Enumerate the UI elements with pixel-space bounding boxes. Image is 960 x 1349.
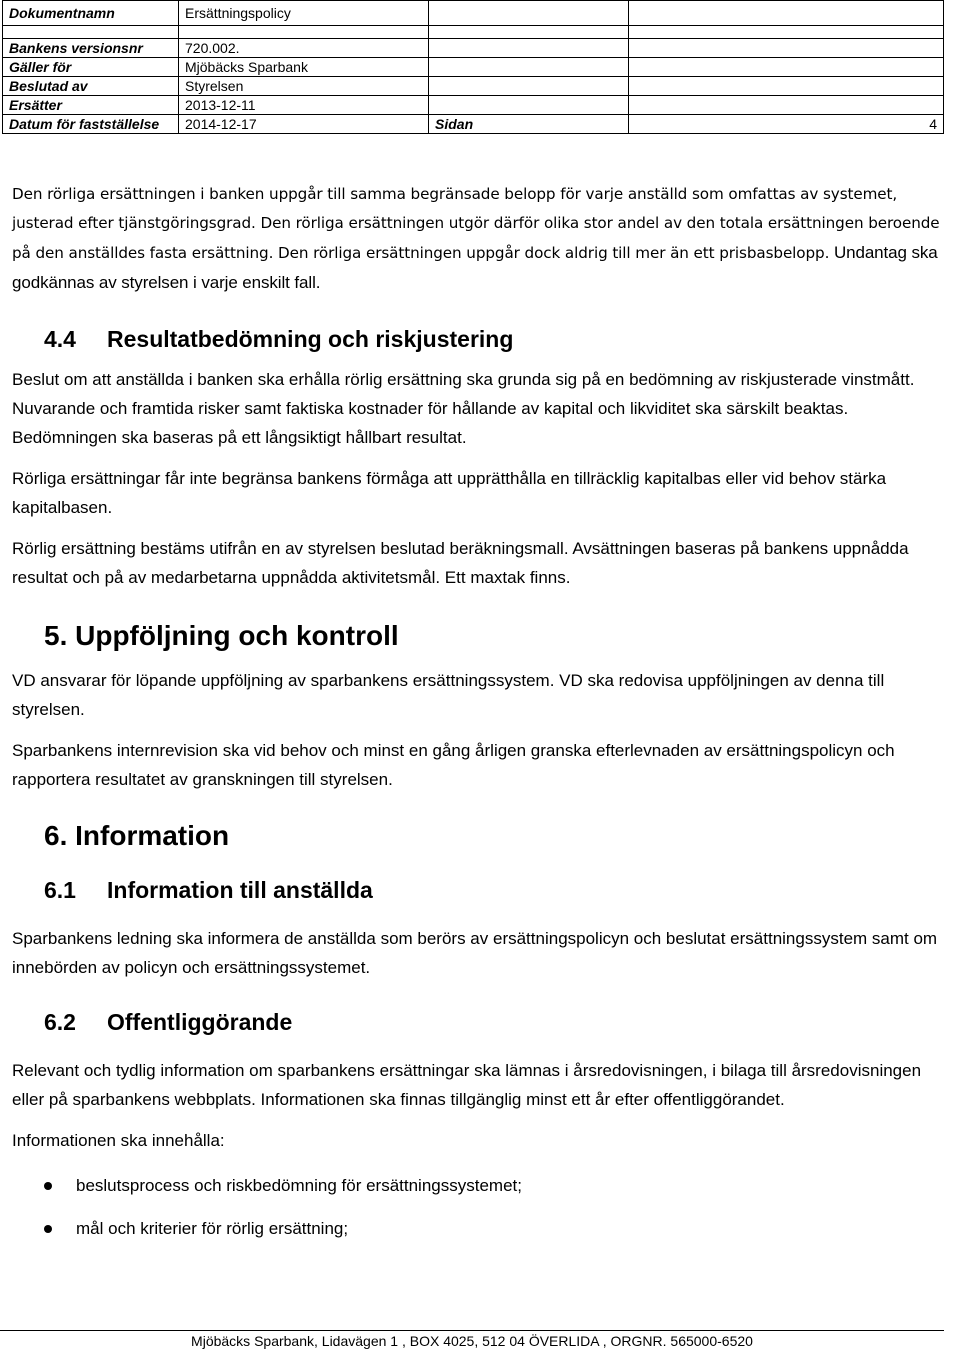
header-label: Ersätter — [3, 96, 179, 115]
page-label: Sidan — [429, 115, 629, 134]
paragraph: Beslut om att anställda i banken ska erhålla rörlig ersättning ska grunda sig på en bedömning av riskjusterade vinstmått. Nuvarande och framtida risker samt faktiska kostnader för hållande av kapital och likviditet ska särskilt beaktas. Bedömningen ska baseras på ett långsiktigt hållbart resultat. — [12, 370, 915, 447]
section-number: 4.4 — [44, 326, 76, 352]
paragraph: Relevant och tydlig information om sparbankens ersättningar ska lämnas i årsredovisningen, i bilaga till årsredovisningen eller på sparbankens webbplats. Informationen ska finnas tillgänglig minst ett år efter offentliggörandet. — [12, 1061, 922, 1109]
list-item — [12, 1214, 956, 1243]
header-value: 2013-12-11 — [179, 96, 429, 115]
section-heading-4-4 — [12, 323, 956, 355]
header-row — [3, 77, 944, 96]
paragraph: Rörliga ersättningar får inte begränsa bankens förmåga att upprätthålla en tillräcklig kapitalbas eller vid behov stärka kapitalbasen. — [12, 469, 887, 517]
paragraph: Informationen ska innehålla: — [12, 1131, 225, 1150]
section-title: Information till anställda — [107, 877, 373, 903]
section-heading-6-2 — [12, 1006, 956, 1038]
paragraph: Rörlig ersättning bestäms utifrån en av styrelsen beslutad beräkningsmall. Avsättningen baseras på bankens uppnådda resultat och på av medarbetarna uppnådda aktivitetsmål. Ett maxtak finns. — [12, 539, 909, 587]
section-heading-6-1 — [12, 874, 956, 906]
intro-paragraph — [12, 180, 956, 298]
header-label: Dokumentnamn — [3, 1, 179, 26]
header-row — [3, 115, 944, 134]
paragraph: Sparbankens ledning ska informera de anställda som berörs av ersättningspolicyn och beslutat ersättningssystem samt om innebörden av policyn och ersättningssystemet. — [12, 929, 938, 977]
header-label: Beslutad av — [3, 77, 179, 96]
header-row — [3, 58, 944, 77]
header-row — [3, 96, 944, 115]
section-heading-6: 6. Information — [44, 820, 230, 851]
header-row — [3, 1, 944, 26]
page-footer: Mjöbäcks Sparbank, Lidavägen 1 , BOX 4025, 512 04 ÖVERLIDA , ORGNR. 565000-6520 — [0, 1330, 944, 1349]
intro-text-2: Undantag ska godkännas av styrelsen i varje enskilt fall. — [12, 243, 938, 292]
bullet-icon — [44, 1225, 52, 1233]
section-heading-5: 5. Uppföljning och kontroll — [44, 620, 399, 651]
header-value: Styrelsen — [179, 77, 429, 96]
document-body — [12, 180, 956, 1243]
section-title: Offentliggörande — [107, 1009, 293, 1035]
intro-text: Den rörliga ersättningen i banken uppgår till samma begränsade belopp för varje anställd som omfattas av systemet, justerad efter tjänstgöringsgrad. Den rörliga ersättningen utgör därför olika stor andel av den totala ersättningen beroende på den anställdes fasta ersättning. Den rörliga ersättningen uppgår dock aldrig till mer än ett prisbasbelopp. — [12, 185, 940, 262]
section-number: 6.1 — [44, 877, 76, 903]
page-number: 4 — [629, 115, 944, 134]
header-label: Gäller för — [3, 58, 179, 77]
header-row — [3, 39, 944, 58]
header-label: Bankens versionsnr — [3, 39, 179, 58]
section-number: 6.2 — [44, 1009, 76, 1035]
list-item-text: mål och kriterier för rörlig ersättning; — [76, 1219, 349, 1238]
bullet-list — [12, 1171, 956, 1243]
header-value: 2014-12-17 — [179, 115, 429, 134]
list-item-text: beslutsprocess och riskbedömning för ersättningssystemet; — [76, 1176, 522, 1195]
bullet-icon — [44, 1182, 52, 1190]
header-label: Datum för fastställelse — [3, 115, 179, 134]
paragraph: Sparbankens internrevision ska vid behov och minst en gång årligen granska efterlevnaden av ersättningspolicyn och rapportera resultatet av granskningen till styrelsen. — [12, 741, 895, 789]
header-value: Ersättningspolicy — [179, 1, 429, 26]
header-value: Mjöbäcks Sparbank — [179, 58, 429, 77]
paragraph: VD ansvarar för löpande uppföljning av sparbankens ersättningssystem. VD ska redovisa uppföljningen av denna till styrelsen. — [12, 671, 885, 719]
document-header-table — [2, 0, 944, 134]
header-value: 720.002. — [179, 39, 429, 58]
list-item — [12, 1171, 956, 1200]
section-title: Resultatbedömning och riskjustering — [107, 326, 514, 352]
